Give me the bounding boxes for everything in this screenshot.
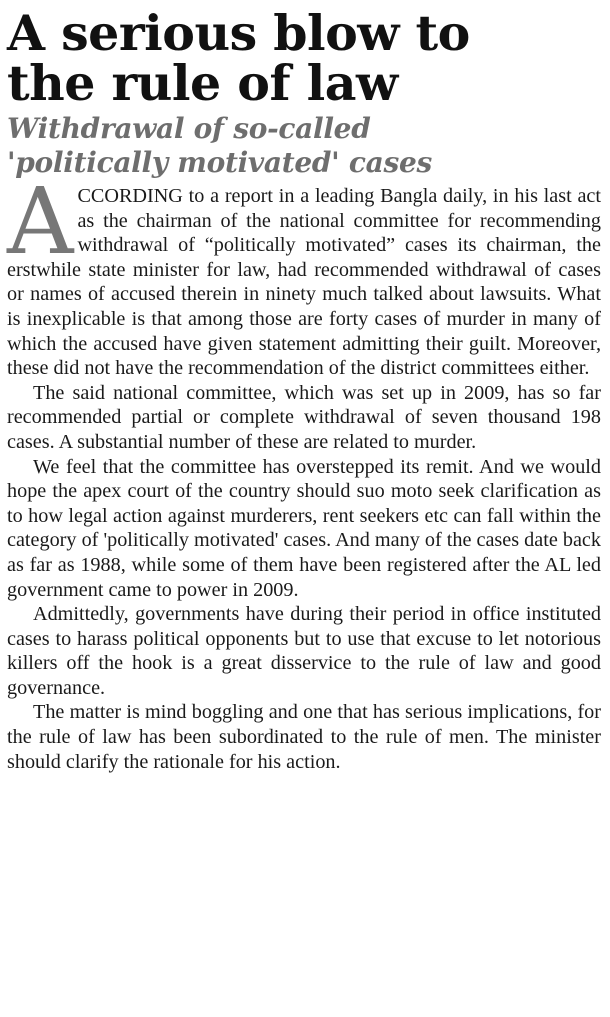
paragraph-5: The matter is mind boggling and one that has serious implications, for the rule of law has been subordinated to the rule of men. The minister should clarify the rationale for his action. xyxy=(7,701,601,773)
headline xyxy=(7,4,601,112)
subheadline-line-1: Withdrawal of so-called xyxy=(7,112,371,145)
headline-line-2: the rule of law xyxy=(7,54,398,112)
article-body xyxy=(7,168,601,774)
paragraph-4: Admittedly, governments have during their period in office instituted cases to harass political opponents but to use that excuse to let notorious killers off the hook is a great disservice to the rule of law and good governance. xyxy=(7,603,601,699)
paragraph-2: The said national committee, which was set up in 2009, has so far recommended partial or complete withdrawal of seven thousand 198 cases. A substantial number of these are related to murder. xyxy=(7,381,601,453)
paragraph-1-text: CCORDING to a report in a leading Bangla daily, in his last act as the chairman of the national committee for recommending withdrawal of “politically motivated” cases its chairman, the erstwhile state minister for law, had recommended withdrawal of cases or names of accused therein in ninety much talked about lawsuits. What is inexplicable is that among those are forty cases of murder in many of which the accused have given statement admitting their guilt. Moreover, these did not have the recommendation of the district committees either. xyxy=(7,185,601,380)
subheadline xyxy=(7,112,601,180)
paragraph-3: We feel that the committee has overstepped its remit. And we would hope the apex court of the country should suo moto seek clarification as to how legal action against murderers, rent seekers etc can fall within the category of 'politically motivated' cases. And many of the cases date back as far as 1988, while some of them have been registered after the AL led government came to power in 2009. xyxy=(7,455,601,601)
paragraph-1 xyxy=(7,168,601,381)
headline-line-1: A serious blow to xyxy=(7,4,470,62)
subheadline-line-2: 'politically motivated' cases xyxy=(7,146,432,179)
drop-cap: A xyxy=(7,168,74,275)
editorial-article xyxy=(7,4,601,774)
